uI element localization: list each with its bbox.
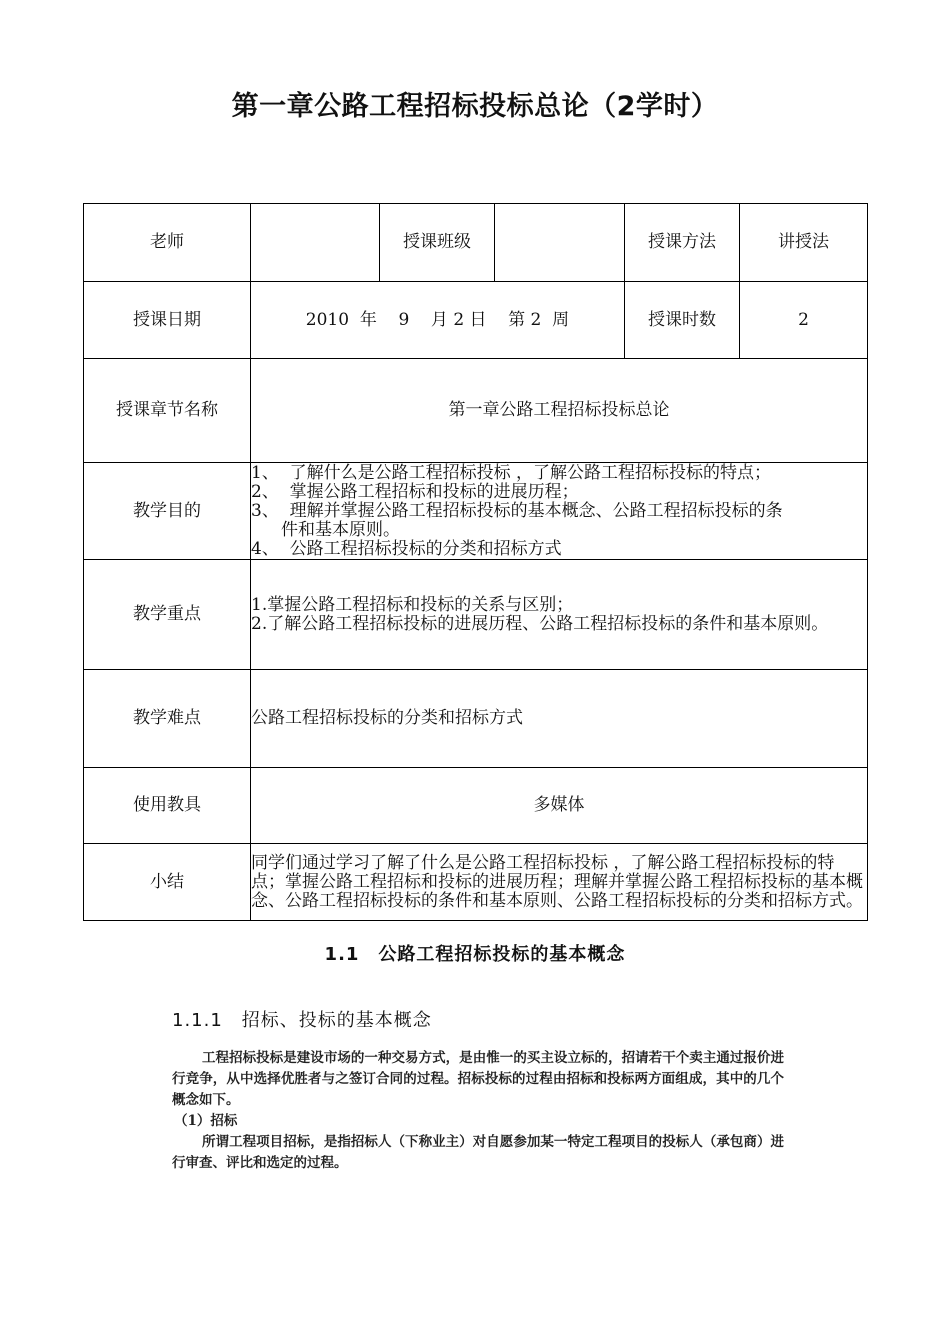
tools-label: 使用教具	[84, 768, 251, 844]
method-value: 讲授法	[740, 204, 868, 282]
table-row	[84, 359, 868, 463]
tools-value: 多媒体	[251, 768, 868, 844]
key-points-label: 教学重点	[84, 560, 251, 670]
hours-label: 授课时数	[625, 282, 740, 359]
excerpt-term-heading: （1）招标	[174, 1113, 238, 1129]
table-row	[84, 768, 868, 844]
section-heading: 1.1 公路工程招标投标的基本概念	[324, 944, 626, 965]
excerpt-paragraph: 所谓工程项目招标，是指招标人（下称业主）对自愿参加某一特定工程项目的投标人（承包商）进行审查、评比和选定的过程。	[172, 1134, 784, 1171]
class-value	[495, 204, 625, 282]
list-item: 1、 了解什么是公路工程招标投标 ，了解公路工程招标投标的特点；	[251, 462, 772, 483]
teacher-value	[251, 204, 380, 282]
objectives-list	[251, 463, 868, 560]
table-row	[84, 463, 868, 560]
excerpt-paragraph: 工程招标投标是建设市场的一种交易方式，是由惟一的买主设立标的，招请若干个卖主通过报价进行竞争，从中选择优胜者与之签订合同的过程。招标投标的过程由招标和投标两方面组成，其中的几个概念如下。	[172, 1050, 784, 1108]
table-row	[84, 204, 868, 282]
teacher-label: 老师	[84, 204, 251, 282]
chapter-label: 授课章节名称	[84, 359, 251, 463]
scanned-excerpt	[172, 1048, 784, 1174]
chapter-value: 第一章公路工程招标投标总论	[251, 359, 868, 463]
table-row	[84, 670, 868, 768]
difficulties-text: 公路工程招标投标的分类和招标方式	[251, 670, 868, 768]
hours-value: 2	[740, 282, 868, 359]
key-points-text: 1.掌握公路工程招标和投标的关系与区别； 2.了解公路工程招标投标的进展历程、公路工程招标投标的条件和基本原则。	[251, 560, 868, 670]
list-item: 4、 公路工程招标投标的分类和招标方式	[251, 538, 562, 559]
summary-text: 同学们通过学习了解了什么是公路工程招标投标 ，了解公路工程招标投标的特点；掌握公路工程招标和投标的进展历程；理解并掌握公路工程招标投标的基本概念、公路工程招标投标的条件和基本原则、公路工程招标投标的分类和招标方式。	[251, 844, 868, 921]
difficulties-label: 教学难点	[84, 670, 251, 768]
table-row	[84, 844, 868, 921]
table-row	[84, 282, 868, 359]
subsection-heading: 1.1.1 招标、投标的基本概念	[172, 1010, 432, 1031]
class-label: 授课班级	[380, 204, 495, 282]
method-label: 授课方法	[625, 204, 740, 282]
list-item: 2、 掌握公路工程招标和投标的进展历程；	[251, 481, 579, 502]
date-value: 2010 年 9 月 2 日 第 2 周	[251, 282, 625, 359]
summary-label: 小结	[84, 844, 251, 921]
list-item: 3、 理解并掌握公路工程招标投标的基本概念、公路工程招标投标的条	[251, 500, 783, 521]
page-title: 第一章公路工程招标投标总论（2学时）	[231, 91, 719, 122]
lesson-plan-table	[83, 203, 868, 921]
table-row	[84, 560, 868, 670]
date-label: 授课日期	[84, 282, 251, 359]
objectives-label: 教学目的	[84, 463, 251, 560]
list-item: 件和基本原则。	[281, 519, 400, 540]
